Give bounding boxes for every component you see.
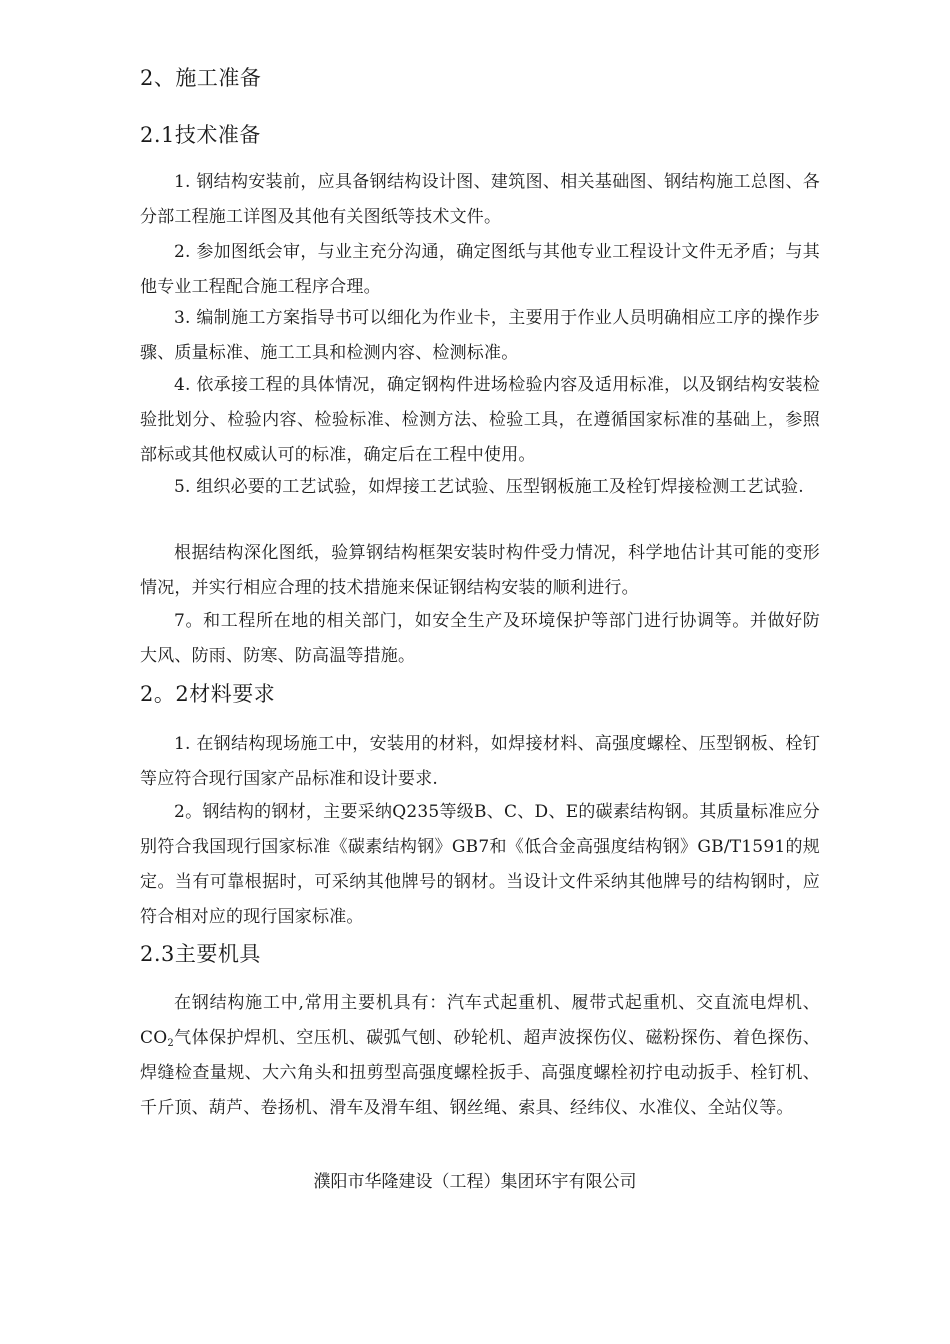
- paragraph-2-1-5: 5. 组织必要的工艺试验，如焊接工艺试验、压型钢板施工及栓钉焊接检测工艺试验.: [174, 477, 804, 497]
- machinery-text-part-1: 在钢结构施工中,常用主要机具有：汽车式起重机、履带式起重机、交直流电焊机、CO: [140, 993, 820, 1048]
- paragraph-2-1-6: 根据结构深化图纸，验算钢结构框架安装时构件受力情况，科学地估计其可能的变形情况，并实行相应合理的技术措施来保证钢结构安装的顺利进行。: [140, 543, 820, 598]
- paragraph-2-1-3: 3. 编制施工方案指导书可以细化为作业卡，主要用于作业人员明确相应工序的操作步骤、质量标准、施工工具和检测内容、检测标准。: [140, 308, 820, 363]
- paragraph-2-1-4: 4. 依承接工程的具体情况，确定钢构件进场检验内容及适用标准，以及钢结构安装检验批划分、检验内容、检验标准、检测方法、检验工具，在遵循国家标准的基础上，参照部标或其他权威认可的标准，确定后在工程中使用。: [140, 375, 820, 465]
- paragraph-2-1-1: 1. 钢结构安装前，应具备钢结构设计图、建筑图、相关基础图、钢结构施工总图、各分部工程施工详图及其他有关图纸等技术文件。: [140, 172, 820, 227]
- heading-2-1: 2.1技术准备: [140, 123, 261, 147]
- paragraph-2-1-2: 2. 参加图纸会审，与业主充分沟通，确定图纸与其他专业工程设计文件无矛盾；与其他专业工程配合施工程序合理。: [140, 242, 820, 297]
- machinery-text-part-2: 气体保护焊机、空压机、碳弧气刨、砂轮机、超声波探伤仪、磁粉探伤、着色探伤、焊缝检查量规、大六角头和扭剪型高强度螺栓扳手、高强度螺栓初拧电动扳手、栓钉机、千斤顶、葫芦、卷扬机、滑车及滑车组、钢丝绳、索具、经纬仪、水准仪、全站仪等。: [140, 1028, 820, 1118]
- heading-2-3: 2.3主要机具: [140, 942, 261, 966]
- paragraph-2-1-7: 7。和工程所在地的相关部门，如安全生产及环境保护等部门进行协调等。并做好防大风、防雨、防寒、防高温等措施。: [140, 611, 820, 666]
- heading-2-2: 2。2材料要求: [140, 682, 276, 706]
- section-title: 2、施工准备: [140, 66, 262, 90]
- paragraph-2-3-1: [140, 986, 820, 1126]
- paragraph-2-2-1: 1. 在钢结构现场施工中，安装用的材料，如焊接材料、高强度螺栓、压型钢板、栓钉等应符合现行国家产品标准和设计要求.: [140, 734, 820, 789]
- paragraph-2-2-2: 2。钢结构的钢材，主要采纳Q235等级B、C、D、E的碳素结构钢。其质量标准应分别符合我国现行国家标准《碳素结构钢》GB7和《低合金高强度结构钢》GB/T1591的规定。当有可靠根据时，可采纳其他牌号的钢材。当设计文件采纳其他牌号的结构钢时，应符合相对应的现行国家标准。: [140, 802, 820, 927]
- co2-subscript: 2: [167, 1038, 174, 1049]
- page-footer: 濮阳市华隆建设（工程）集团环宇有限公司: [313, 1172, 637, 1192]
